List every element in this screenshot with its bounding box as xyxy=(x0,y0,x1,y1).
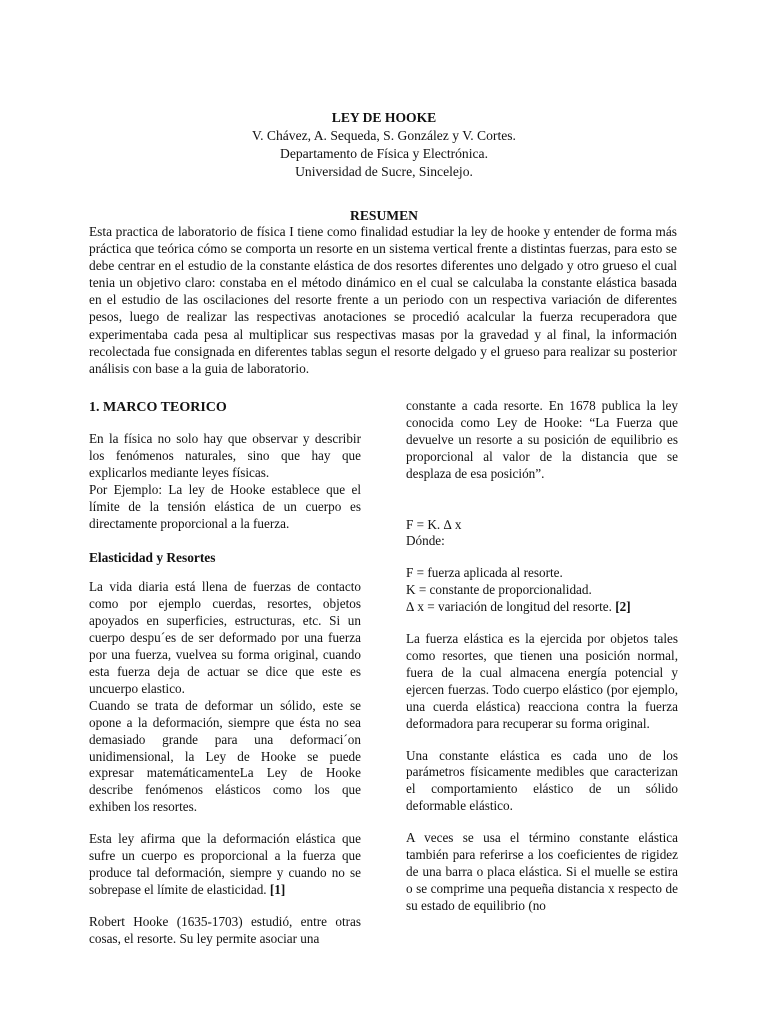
paper-authors: V. Chávez, A. Sequeda, S. González y V. Cortes. xyxy=(252,128,516,143)
paragraph: Cuando se trata de deformar un sólido, este se opone a la deformación, siempre que ésta no sea demasiado grande para una deformaci´on unidimensional, la Ley de Hooke se puede expresar matemáticamenteLa Ley de Hooke describe fenómenos elásticos como los que exhiben los resortes. xyxy=(89,697,361,815)
paper-header xyxy=(0,109,768,181)
hooke-formula: F = K. ∆ x xyxy=(406,516,462,532)
paper-title: LEY DE HOOKE xyxy=(331,110,437,125)
paragraph: En la física no solo hay que observar y describir los fenómenos naturales, sino que hay que explicarlos mediante leyes físicas. xyxy=(89,431,361,480)
abstract-text: Esta practica de laboratorio de física I tiene como finalidad estudiar la ley de hooke y entender de forma más práctica que teórica cómo se comporta un resorte en un sistema vertical frente a distintas fuerzas, para esto se debe centrar en el estudio de la constante elástica de dos resortes diferentes uno delgado y otro grueso el cual tenia un objetivo claro: constaba en el método dinámico en el cual se calculaba la constante elástica basada en el estudio de las oscilaciones del resorte frente a un periodo con un respectiva variación de diferentes pesos, luego de realizar las respectivas anotaciones se procedió acalcular la fuerza recuperadora que experimentaba cada pesa al multiplicar sus respectivas masas por la gravedad y al final, la información recolectada fue consignada en diferentes tablas segun el resorte delgado y el grueso para realizar su posterior análisis con base a la guia de laboratorio. xyxy=(89,224,677,376)
citation-ref: [2] xyxy=(615,599,631,615)
definition-force: F = fuerza aplicada al resorte. xyxy=(406,565,563,581)
donde-label: Dónde: xyxy=(406,533,445,549)
right-column xyxy=(406,398,678,915)
paragraph-text: Esta ley afirma que la deformación elástica que sufre un cuerpo es proporcional a la fuerza que produce tal deformación, siempre y cuando no se sobrepase el límite de elasticidad. xyxy=(89,831,361,897)
citation-ref: [1] xyxy=(269,881,286,897)
subheading-elasticidad: Elasticidad y Resortes xyxy=(89,550,216,566)
paragraph: Una constante elástica es cada uno de los parámetros físicamente medibles que caracterizan el comportamiento elástico de un sólido deformable elástico. xyxy=(406,747,678,814)
paper-department: Departamento de Física y Electrónica. xyxy=(280,146,488,161)
paragraph: Por Ejemplo: La ley de Hooke establece que el límite de la tensión elástica de un cuerpo es directamente proporcional a la fuerza. xyxy=(89,481,361,531)
left-column xyxy=(89,398,361,948)
paragraph: A veces se usa el término constante elástica también para referirse a los coeficientes de rigidez de una barra o placa elástica. Si el muelle se estira o se comprime una pequeña distancia x respecto de su estado de equilibrio (no xyxy=(406,830,678,913)
paragraph: La fuerza elástica es la ejercida por objetos tales como resortes, que tienen una posición normal, fuera de la cual almacena energía potencial y ejercen fuerzas. Todo cuerpo elástico (por ejemplo, una cuerda elástica) reacciona contra la fuerza deformadora para recuperar su forma original. xyxy=(406,631,678,731)
definition-constant: K = constante de proporcionalidad. xyxy=(406,582,592,598)
section-heading-marco-teorico: 1. MARCO TEORICO xyxy=(89,400,227,415)
paragraph xyxy=(89,831,361,899)
abstract-title: RESUMEN xyxy=(350,208,418,223)
paper-university: Universidad de Sucre, Sincelejo. xyxy=(295,164,473,179)
paragraph: constante a cada resorte. En 1678 publica la ley conocida como Ley de Hooke: “La Fuerza que devuelve un resorte a su posición de equilibrio es proporcional al valor de la distancia que se desplaza de esa posición”. xyxy=(406,398,678,481)
paragraph: La vida diaria está llena de fuerzas de contacto como por ejemplo cuerdas, resortes, objetos apoyados en superficies, estructuras, etc. Si un cuerpo despu´es de ser deformado por una fuerza por una fuerza, vuelvea su forma original, cuando esta fuerza deja de actuar se dice que este es uncuerpo elastico. xyxy=(89,579,361,696)
definition-text: ∆ x = variación de longitud del resorte. xyxy=(406,599,612,615)
paragraph: Robert Hooke (1635-1703) estudió, entre otras cosas, el resorte. Su ley permite asociar una xyxy=(89,913,361,946)
definition-delta-x xyxy=(406,599,678,616)
